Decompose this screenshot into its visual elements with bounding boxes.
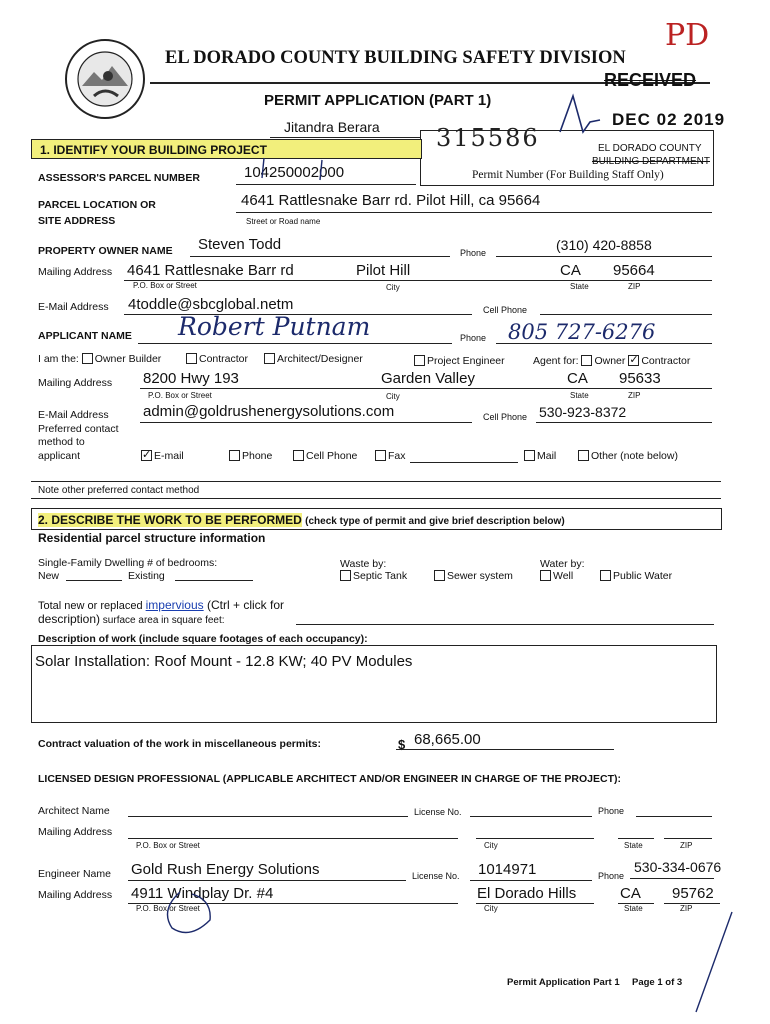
valuation-value[interactable]: 68,665.00 — [414, 731, 481, 748]
contact-fax-label: Fax — [388, 450, 406, 462]
agent-for-label: Agent for: — [533, 355, 579, 367]
architect-name-label: Architect Name — [38, 805, 110, 817]
valuation-currency: $ — [398, 737, 406, 752]
pref-label-3: applicant — [38, 450, 81, 462]
state-caption: State — [570, 282, 589, 291]
app-zip-caption: ZIP — [628, 391, 641, 400]
received-date: DEC 02 2019 — [612, 110, 726, 129]
well-label: Well — [553, 570, 574, 582]
architect-license-label: License No. — [414, 807, 462, 817]
description-label: Description of work (include square footages of each occupancy): — [38, 633, 368, 645]
po-caption: P.O. Box or Street — [133, 281, 197, 290]
applicant-street[interactable]: 8200 Hwy 193 — [143, 370, 239, 387]
applicant-city[interactable]: Garden Valley — [381, 370, 475, 387]
owner-zip[interactable]: 95664 — [613, 262, 655, 279]
pref-label-1: Preferred contact — [38, 423, 119, 435]
owner-name[interactable]: Steven Todd — [198, 236, 282, 253]
applicant-email-label: E-Mail Address — [38, 409, 109, 421]
city-caption: City — [386, 283, 400, 292]
architect-po-caption: P.O. Box or Street — [136, 841, 200, 850]
app-state-caption: State — [570, 391, 589, 400]
zip-caption: ZIP — [628, 282, 641, 291]
engineer-label: Project Engineer — [427, 355, 505, 367]
new-label: New — [38, 570, 60, 582]
engineer-po-caption: P.O. Box or Street — [136, 904, 200, 913]
note-other-label: Note other preferred contact method — [38, 485, 200, 496]
owner-email-label: E-Mail Address — [38, 301, 109, 313]
pd-mark: PD — [665, 18, 710, 53]
staff-name: Jitandra Berara — [284, 119, 380, 135]
engineer-street[interactable]: 4911 Windplay Dr. #4 — [131, 885, 274, 902]
apn-label: ASSESSOR'S PARCEL NUMBER — [38, 172, 200, 184]
applicant-phone-label: Phone — [460, 333, 487, 343]
pref-label-2: method to — [38, 436, 85, 448]
contact-phone-label: Phone — [242, 450, 273, 462]
received-stamp: RECEIVED — [604, 70, 697, 90]
engineer-city-caption: City — [484, 904, 498, 913]
water-label: Water by: — [540, 558, 585, 570]
impervious-text-4: surface area in square feet: — [100, 615, 225, 626]
applicant-name[interactable]: Robert Putnam — [178, 312, 371, 341]
engineer-zip[interactable]: 95762 — [672, 885, 714, 902]
permit-number-label: Permit Number (For Building Staff Only) — [472, 169, 664, 181]
applicant-label: APPLICANT NAME — [38, 330, 132, 342]
agency-title: EL DORADO COUNTY BUILDING SAFETY DIVISION — [165, 48, 626, 68]
contact-email-label: E-mail — [154, 450, 184, 462]
owner-cell-label: Cell Phone — [483, 305, 528, 315]
permit-number: 315586 — [436, 124, 540, 152]
agent-owner-label: Owner — [594, 355, 626, 367]
applicant-mailing-label: Mailing Address — [38, 377, 113, 389]
architect-mailing-label: Mailing Address — [38, 826, 113, 838]
residential-subheading: Residential parcel structure information — [38, 531, 266, 545]
owner-label: PROPERTY OWNER NAME — [38, 245, 173, 257]
impervious-text-3: description) — [38, 612, 101, 626]
engineer-name[interactable]: Gold Rush Energy Solutions — [131, 861, 320, 878]
waste-label: Waste by: — [340, 558, 387, 570]
applicant-cell[interactable]: 530-923-8372 — [539, 404, 627, 420]
section1-title: 1. IDENTIFY YOUR BUILDING PROJECT — [40, 143, 267, 157]
site-address[interactable]: 4641 Rattlesnake Barr rd. Pilot Hill, ca 95664 — [241, 192, 541, 209]
applicant-zip[interactable]: 95633 — [619, 370, 661, 387]
app-city-caption: City — [386, 392, 400, 401]
contractor-label: Contractor — [199, 353, 249, 365]
engineer-mailing-label: Mailing Address — [38, 889, 113, 901]
section2-note: (check type of permit and give brief description below) — [305, 516, 565, 527]
applicant-state[interactable]: CA — [567, 370, 588, 387]
received-dept-1: EL DORADO COUNTY — [598, 143, 702, 154]
site-label: SITE ADDRESS — [38, 215, 116, 227]
engineer-phone-label: Phone — [598, 871, 625, 881]
public-water-label: Public Water — [613, 570, 673, 582]
engineer-name-label: Engineer Name — [38, 868, 111, 880]
parcel-label: PARCEL LOCATION OR — [38, 199, 156, 211]
impervious-text-2: (Ctrl + click for — [203, 598, 284, 612]
architect-phone-label: Phone — [598, 806, 625, 816]
street-caption: Street or Road name — [246, 217, 321, 226]
contact-mail-label: Mail — [537, 450, 557, 462]
i-am-label: I am the: — [38, 353, 79, 365]
valuation-label: Contract valuation of the work in miscellaneous permits: — [38, 738, 321, 750]
applicant-phone[interactable]: 805 727-6276 — [508, 320, 656, 344]
footer-page: Page 1 of 3 — [632, 977, 683, 988]
existing-label: Existing — [128, 570, 165, 582]
architect-label: Architect/Designer — [277, 353, 363, 365]
architect-zip-caption: ZIP — [680, 841, 693, 850]
engineer-license-label: License No. — [412, 871, 460, 881]
engineer-phone[interactable]: 530-334-0676 — [634, 859, 722, 875]
owner-phone-label: Phone — [460, 248, 487, 258]
contact-cell-label: Cell Phone — [306, 450, 358, 462]
form-subtitle: PERMIT APPLICATION (PART 1) — [264, 92, 492, 109]
received-dept-2: BUILDING DEPARTMENT — [592, 156, 710, 167]
section2-title: 2. DESCRIBE THE WORK TO BE PERFORMED — [38, 513, 302, 527]
owner-state[interactable]: CA — [560, 262, 581, 279]
owner-street[interactable]: 4641 Rattlesnake Barr rd — [127, 262, 294, 279]
footer-form-name: Permit Application Part 1 — [507, 977, 620, 988]
professional-heading: LICENSED DESIGN PROFESSIONAL (APPLICABLE ARCHITECT AND/OR ENGINEER IN CHARGE OF THE PROJECT): — [38, 773, 621, 785]
engineer-state[interactable]: CA — [620, 885, 641, 902]
sewer-label: Sewer system — [447, 570, 513, 582]
owner-phone[interactable]: (310) 420-8858 — [556, 237, 652, 253]
impervious-text-1: Total new or replaced — [38, 600, 146, 612]
septic-label: Septic Tank — [353, 570, 408, 582]
engineer-license[interactable]: 1014971 — [478, 861, 537, 878]
app-po-caption: P.O. Box or Street — [148, 391, 212, 400]
owner-mailing-label: Mailing Address — [38, 266, 113, 278]
agent-contractor-label: Contractor — [641, 355, 691, 367]
architect-state-caption: State — [624, 841, 643, 850]
contact-other-label: Other (note below) — [591, 450, 678, 462]
owner-builder-label: Owner Builder — [94, 353, 162, 365]
sfd-label: Single-Family Dwelling # of bedrooms: — [38, 557, 218, 569]
description-value[interactable]: Solar Installation: Roof Mount - 12.8 KW; 40 PV Modules — [35, 653, 413, 670]
engineer-zip-caption: ZIP — [680, 904, 693, 913]
apn-value[interactable]: 104250002000 — [244, 164, 345, 181]
impervious-link[interactable]: impervious — [145, 598, 204, 612]
engineer-state-caption: State — [624, 904, 643, 913]
owner-email[interactable]: 4toddle@sbcglobal.netm — [128, 296, 294, 313]
owner-city[interactable]: Pilot Hill — [356, 262, 411, 279]
applicant-cell-label: Cell Phone — [483, 412, 528, 422]
applicant-email[interactable]: admin@goldrushenergysolutions.com — [143, 403, 395, 420]
engineer-city[interactable]: El Dorado Hills — [477, 885, 577, 902]
architect-city-caption: City — [484, 841, 498, 850]
